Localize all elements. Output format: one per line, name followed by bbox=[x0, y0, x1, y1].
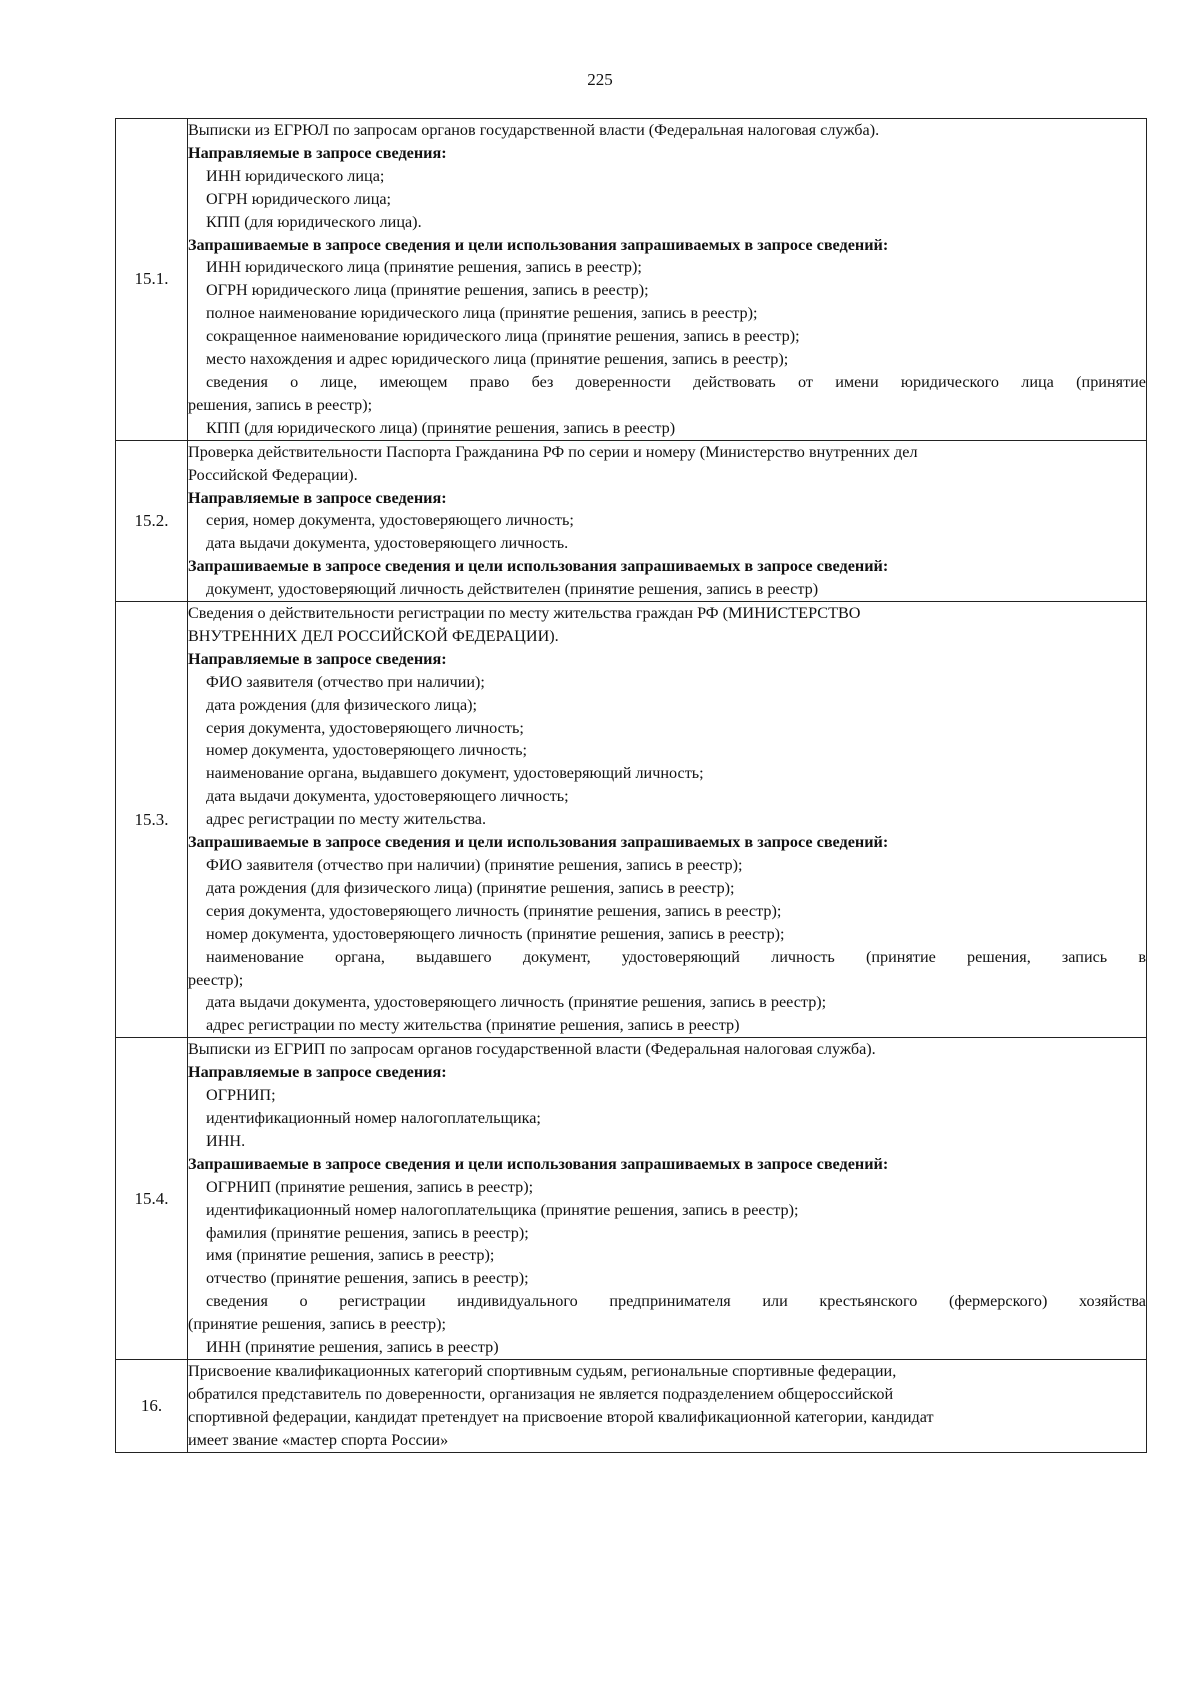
list-item: серия документа, удостоверяющего личность; bbox=[206, 718, 524, 737]
section-heading: Запрашиваемые в запросе сведения и цели использования запрашиваемых в запросе сведений: bbox=[188, 557, 889, 576]
list-item: отчество (принятие решения, запись в реестр); bbox=[206, 1269, 529, 1288]
list-item: КПП (для юридического лица) (принятие решения, запись в реестр) bbox=[206, 418, 676, 437]
row-content bbox=[188, 602, 1147, 1038]
list-item: дата выдачи документа, удостоверяющего личность. bbox=[206, 534, 569, 553]
list-item: дата рождения (для физического лица) (принятие решения, запись в реестр); bbox=[206, 878, 735, 897]
list-item: идентификационный номер налогоплательщика; bbox=[206, 1108, 541, 1127]
row-content bbox=[188, 1359, 1147, 1452]
text-line: спортивной федерации, кандидат претендует на присвоение второй квалификационной категории, кандидат bbox=[188, 1407, 934, 1426]
text-line: имеет звание «мастер спорта России» bbox=[188, 1430, 449, 1449]
list-item: ФИО заявителя (отчество при наличии); bbox=[206, 672, 485, 691]
list-item: ФИО заявителя (отчество при наличии) (принятие решения, запись в реестр); bbox=[206, 856, 743, 874]
row-number: 15.1. bbox=[116, 119, 188, 441]
row-number: 15.3. bbox=[116, 602, 188, 1038]
list-item: серия документа, удостоверяющего личность (принятие решения, запись в реестр); bbox=[206, 901, 782, 920]
list-item: адрес регистрации по месту жительства (принятие решения, запись в реестр) bbox=[206, 1016, 740, 1035]
row-content bbox=[188, 440, 1147, 601]
text-line: Выписки из ЕГРЮЛ по запросам органов государственной власти (Федеральная налоговая служба). bbox=[188, 121, 880, 139]
list-item: ОГРНИП (принятие решения, запись в реестр); bbox=[206, 1177, 534, 1196]
list-item: номер документа, удостоверяющего личность; bbox=[206, 741, 528, 760]
list-item: дата выдачи документа, удостоверяющего личность (принятие решения, запись в реестр); bbox=[206, 993, 827, 1012]
row-content bbox=[188, 119, 1147, 441]
list-item: документ, удостоверяющий личность действителен (принятие решения, запись в реестр) bbox=[206, 580, 819, 599]
list-item: наименование органа, выдавшего документ, удостоверяющий личность; bbox=[206, 764, 704, 783]
list-item: ИНН юридического лица (принятие решения, запись в реестр); bbox=[206, 258, 642, 277]
text-line: реестр); bbox=[188, 970, 244, 989]
list-item: имя (принятие решения, запись в реестр); bbox=[206, 1246, 495, 1265]
section-heading: Направляемые в запросе сведения: bbox=[188, 649, 447, 668]
row-content bbox=[188, 1038, 1147, 1360]
section-heading: Запрашиваемые в запросе сведения и цели использования запрашиваемых в запросе сведений: bbox=[188, 833, 889, 852]
list-item: место нахождения и адрес юридического лица (принятие решения, запись в реестр); bbox=[206, 350, 789, 369]
table-row bbox=[116, 119, 1147, 441]
list-item: ОГРН юридического лица (принятие решения, запись в реестр); bbox=[206, 281, 649, 300]
list-item: дата выдачи документа, удостоверяющего личность; bbox=[206, 787, 569, 806]
section-heading: Направляемые в запросе сведения: bbox=[188, 1063, 447, 1082]
text-line: Российской Федерации). bbox=[188, 465, 358, 484]
row-number: 15.2. bbox=[116, 440, 188, 601]
list-item: КПП (для юридического лица). bbox=[206, 212, 422, 231]
list-item: полное наименование юридического лица (принятие решения, запись в реестр); bbox=[206, 304, 758, 323]
text-line: решения, запись в реестр); bbox=[188, 395, 373, 414]
text-line: ВНУТРЕННИХ ДЕЛ РОССИЙСКОЙ ФЕДЕРАЦИИ). bbox=[188, 626, 559, 645]
list-item: ОГРНИП; bbox=[206, 1086, 276, 1105]
text-line: обратился представитель по доверенности, организация не является подразделением общероссийской bbox=[188, 1384, 894, 1403]
page-number: 225 bbox=[587, 70, 613, 89]
list-item: фамилия (принятие решения, запись в реестр); bbox=[206, 1223, 529, 1242]
list-item: адрес регистрации по месту жительства. bbox=[206, 810, 486, 829]
row-number: 15.4. bbox=[116, 1038, 188, 1360]
table-row bbox=[116, 1359, 1147, 1452]
list-item: ИНН юридического лица; bbox=[206, 166, 385, 185]
list-item: идентификационный номер налогоплательщика (принятие решения, запись в реестр); bbox=[206, 1200, 799, 1219]
text-line: Выписки из ЕГРИП по запросам органов государственной власти (Федеральная налоговая служба). bbox=[188, 1040, 876, 1059]
list-item: сведения о лице, имеющем право без доверенности действовать от имени юридического лица (принятие bbox=[206, 372, 1146, 391]
list-item: номер документа, удостоверяющего личность (принятие решения, запись в реестр); bbox=[206, 924, 785, 943]
text-line: (принятие решения, запись в реестр); bbox=[188, 1315, 446, 1334]
list-item: ИНН (принятие решения, запись в реестр) bbox=[206, 1338, 499, 1357]
row-number: 16. bbox=[116, 1359, 188, 1452]
list-item: сведения о регистрации индивидуального предпринимателя или крестьянского (фермерского) хозяйства bbox=[206, 1292, 1146, 1311]
list-item: ИНН. bbox=[206, 1131, 246, 1150]
section-heading: Направляемые в запросе сведения: bbox=[188, 143, 447, 162]
list-item: ОГРН юридического лица; bbox=[206, 189, 392, 208]
section-heading: Запрашиваемые в запросе сведения и цели использования запрашиваемых в запросе сведений: bbox=[188, 235, 889, 254]
requirements-table bbox=[115, 118, 1147, 1453]
section-heading: Направляемые в запросе сведения: bbox=[188, 488, 447, 507]
table-row bbox=[116, 602, 1147, 1038]
section-heading: Запрашиваемые в запросе сведения и цели использования запрашиваемых в запросе сведений: bbox=[188, 1154, 889, 1173]
list-item: дата рождения (для физического лица); bbox=[206, 695, 478, 714]
list-item: серия, номер документа, удостоверяющего личность; bbox=[206, 511, 574, 530]
text-line: Сведения о действительности регистрации по месту жительства граждан РФ (МИНИСТЕРСТВО bbox=[188, 604, 861, 623]
table-row bbox=[116, 1038, 1147, 1360]
list-item: сокращенное наименование юридического лица (принятие решения, запись в реестр); bbox=[206, 327, 800, 346]
text-line: Проверка действительности Паспорта Гражданина РФ по серии и номеру (Министерство внутренних дел bbox=[188, 442, 918, 461]
list-item: наименование органа, выдавшего документ, удостоверяющий личность (принятие решения, запись в bbox=[206, 947, 1146, 966]
table-row bbox=[116, 440, 1147, 601]
text-line: Присвоение квалификационных категорий спортивным судьям, региональные спортивные федерации, bbox=[188, 1361, 897, 1380]
